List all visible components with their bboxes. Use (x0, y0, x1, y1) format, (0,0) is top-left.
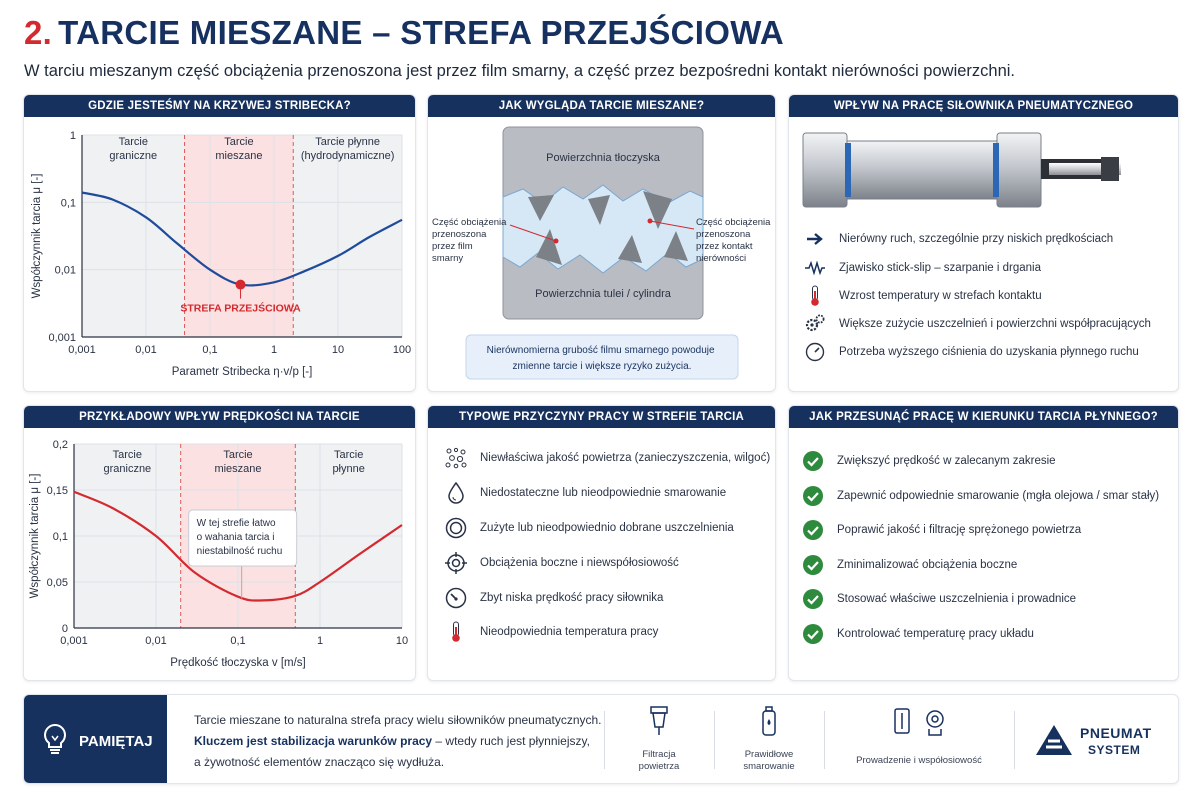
zone-label: Tarcie (112, 449, 143, 461)
check-circle-icon (801, 449, 825, 473)
speed-gauge-icon (444, 586, 468, 610)
callout-text: o wahania tarcia i (196, 532, 275, 543)
check-circle-icon (801, 518, 825, 542)
x-axis-title: Prędkość tłoczyska v [m/s] (170, 657, 306, 669)
footer-item-filtration: Filtracja powietrza (619, 705, 699, 773)
improvement-item (801, 622, 1034, 646)
wave-icon (803, 256, 827, 280)
zone-label: Tarcie (224, 136, 254, 148)
x-tick-label: 10 (331, 344, 345, 356)
impact-item-uneven-motion: Nierówny ruch, szczególnie przy niskich prędkościach (803, 227, 1113, 251)
remember-box (24, 695, 167, 784)
guide-icon (889, 705, 949, 739)
zone-label: Tarcie (333, 449, 364, 461)
mixed-friction-panel-heading: JAK WYGLĄDA TARCIE MIESZANE? (428, 95, 775, 117)
gears-icon (803, 312, 827, 336)
logo-text-line-2: SYSTEM (1088, 743, 1141, 757)
improvement-panel-heading: JAK PRZESUNĄĆ PRACĘ W KIERUNKU TARCIA PŁYNNEGO? (789, 406, 1178, 428)
y-axis-title: Współczynnik tarcia μ [-] (31, 173, 43, 299)
callout-text: W tej strefie łatwo (196, 518, 276, 529)
title-text: TARCIE MIESZANE – STREFA PRZEJŚCIOWA (58, 14, 784, 51)
contact-load-label: Część obciążenia przenoszona przez kontakt nierówności (696, 217, 771, 264)
speed-impact-panel-heading: PRZYKŁADOWY WPŁYW PRĘDKOŚCI NA TARCIE (24, 406, 415, 428)
film-load-label: Część obciążenia przenoszona przez film smarny (432, 217, 507, 264)
footer-line-2: Kluczem jest stabilizacja warunków pracy – wtedy ruch jest płynniejszy, (194, 734, 590, 748)
mixed-friction-panel (427, 94, 776, 392)
lightbulb-icon (42, 723, 68, 755)
impact-item-pressure: Potrzeba wyższego ciśnienia do uzyskania płynnego ruchu (803, 340, 1139, 364)
cause-item-lubrication: Niedostateczne lub nieodpowiednie smarowanie (444, 481, 726, 505)
gauge-icon (803, 340, 827, 364)
y-tick-label: 0,05 (46, 577, 68, 589)
x-tick-label: 0,01 (135, 344, 157, 356)
impact-item-temperature: Wzrost temperatury w strefach kontaktu (803, 284, 1042, 308)
improvement-item-label: Zminimalizować obciążenia boczne (837, 558, 1018, 571)
zone-label: graniczne (103, 463, 152, 475)
stribeck-chart (24, 117, 416, 392)
zone-label: Tarcie płynne (315, 136, 381, 148)
y-tick-label: 0,2 (52, 439, 68, 451)
thermometer-icon (444, 620, 468, 644)
actuator-impact-panel (788, 94, 1179, 392)
lubricator-icon (756, 705, 782, 739)
actuator-impact-panel-heading: WPŁYW NA PRACĘ SIŁOWNIKA PNEUMATYCZNEGO (789, 95, 1178, 117)
transition-zone-marker (236, 280, 246, 290)
title-number: 2. (24, 14, 53, 51)
cause-item-side-loads: Obciążenia boczne i niewspółosiowość (444, 551, 679, 575)
causes-panel-heading: TYPOWE PRZYCZYNY PRACY W STREFIE TARCIA MIESZANEGO (428, 406, 775, 428)
improvement-item (801, 484, 1159, 508)
particles-icon (444, 446, 468, 470)
y-tick-label: 1 (69, 130, 76, 142)
improvement-item (801, 553, 1017, 577)
y-tick-label: 0,01 (54, 264, 76, 277)
improvement-item (801, 587, 1076, 611)
x-tick-label: 0,01 (145, 635, 167, 647)
speed-friction-chart (24, 428, 416, 681)
improvement-item-label: Stosować właściwe uszczelnienia i prowadnice (837, 593, 1077, 606)
top-surface-label: Powierzchnia tłoczyska (546, 152, 660, 164)
zone-label: Tarcie (118, 136, 148, 148)
x-tick-label: 0,1 (202, 344, 218, 356)
x-tick-label: 1 (316, 635, 324, 647)
pneumat-logo-icon (1034, 723, 1074, 759)
film-thickness-note: Nierównomierna grubość filmu smarnego powoduje zmienne tarcie i większe ryzyko zużycia. (486, 345, 715, 372)
y-tick-label: 0 (61, 623, 68, 635)
zone-label: mieszane (214, 463, 262, 475)
footer-line-3: a żywotność elementów znacząco się wydłuża. (194, 755, 445, 769)
y-tick-label: 0,001 (48, 332, 76, 344)
zone-label: płynne (332, 463, 365, 475)
improvement-item (801, 518, 1081, 542)
stribeck-panel-heading: GDZIE JESTEŚMY NA KRZYWEJ STRIBECKA? (24, 95, 415, 117)
oil-drop-icon (444, 481, 468, 505)
x-tick-label: 1 (270, 344, 278, 356)
cause-item-air-quality: Niewłaściwa jakość powietrza (zanieczyszczenia, wilgoć) (444, 446, 770, 470)
check-circle-icon (801, 622, 825, 646)
y-tick-label: 0,15 (46, 485, 68, 497)
x-tick-label: 10 (395, 635, 409, 647)
y-tick-label: 0,1 (52, 531, 68, 543)
logo-text-line-1: PNEUMAT (1080, 725, 1152, 741)
target-icon (444, 551, 468, 575)
footer-line-1: Tarcie mieszane to naturalna strefa pracy wielu siłowników pneumatycznych. (194, 713, 602, 727)
cause-item-seals: Zużyte lub nieodpowiednio dobrane uszczelnienia (444, 516, 734, 540)
y-axis-title: Współczynnik tarcia μ [-] (29, 473, 41, 599)
check-circle-icon (801, 553, 825, 577)
callout-text: niestabilność ruchu (196, 546, 283, 557)
causes-panel (427, 405, 776, 681)
speed-impact-panel (23, 405, 416, 681)
transition-zone-label: STREFA PRZEJŚCIOWA (180, 302, 301, 315)
improvement-item (801, 449, 1056, 473)
footer-item-lubrication: Prawidłowe smarowanie (724, 705, 814, 773)
impact-item-wear: Większe zużycie uszczelnień i powierzchni współpracujących (803, 312, 1151, 336)
check-circle-icon (801, 484, 825, 508)
x-tick-label: 0,1 (230, 635, 246, 647)
zone-fluid-band (293, 135, 402, 337)
improvement-item-label: Zwiększyć prędkość w zalecanym zakresie (837, 455, 1056, 467)
zone-label: mieszane (215, 150, 263, 162)
x-tick-label: 0,001 (60, 635, 88, 647)
pneumatic-cylinder-image (789, 119, 1179, 219)
check-circle-icon (801, 587, 825, 611)
remember-footer (23, 694, 1179, 784)
improvement-item-label: Poprawić jakość i filtrację sprężonego powietrza (837, 524, 1082, 537)
stribeck-panel (23, 94, 416, 392)
arrow-right-icon (803, 227, 827, 251)
thermometer-icon (803, 284, 827, 308)
bottom-surface-label: Powierzchnia tulei / cylindra (535, 288, 671, 300)
improvement-item-label: Kontrolować temperaturę pracy układu (837, 628, 1034, 640)
x-axis-title: Parametr Stribecka η·v/p [-] (171, 366, 313, 378)
zone-label: (hydrodynamiczne) (300, 150, 395, 162)
zone-label: graniczne (109, 150, 158, 162)
improvement-panel (788, 405, 1179, 681)
improvement-item-label: Zapewnić odpowiednie smarowanie (mgła olejowa / smar stały) (837, 489, 1160, 502)
x-tick-label: 100 (392, 344, 412, 356)
cause-item-temperature: Nieodpowiednia temperatura pracy (444, 620, 658, 644)
x-tick-label: 0,001 (68, 344, 96, 356)
zone-label: Tarcie (223, 449, 253, 461)
impact-item-stick-slip: Zjawisko stick-slip – szarpanie i drgania (803, 256, 1041, 280)
y-tick-label: 0,1 (60, 197, 76, 210)
cause-item-low-speed: Zbyt niska prędkość pracy siłownika (444, 586, 663, 610)
seal-ring-icon (444, 516, 468, 540)
surface-contact-diagram (428, 117, 776, 392)
remember-label: PAMIĘTAJ (79, 733, 153, 750)
page-subtitle: W tarciu mieszanym część obciążenia przenoszona jest przez film smarny, a część przez bezpośredni kontakt nierówności powierzchni. (24, 62, 1016, 80)
page-title (24, 14, 784, 52)
footer-item-guidance: Prowadzenie i współosiowość (834, 705, 1004, 767)
filter-icon (646, 705, 672, 739)
